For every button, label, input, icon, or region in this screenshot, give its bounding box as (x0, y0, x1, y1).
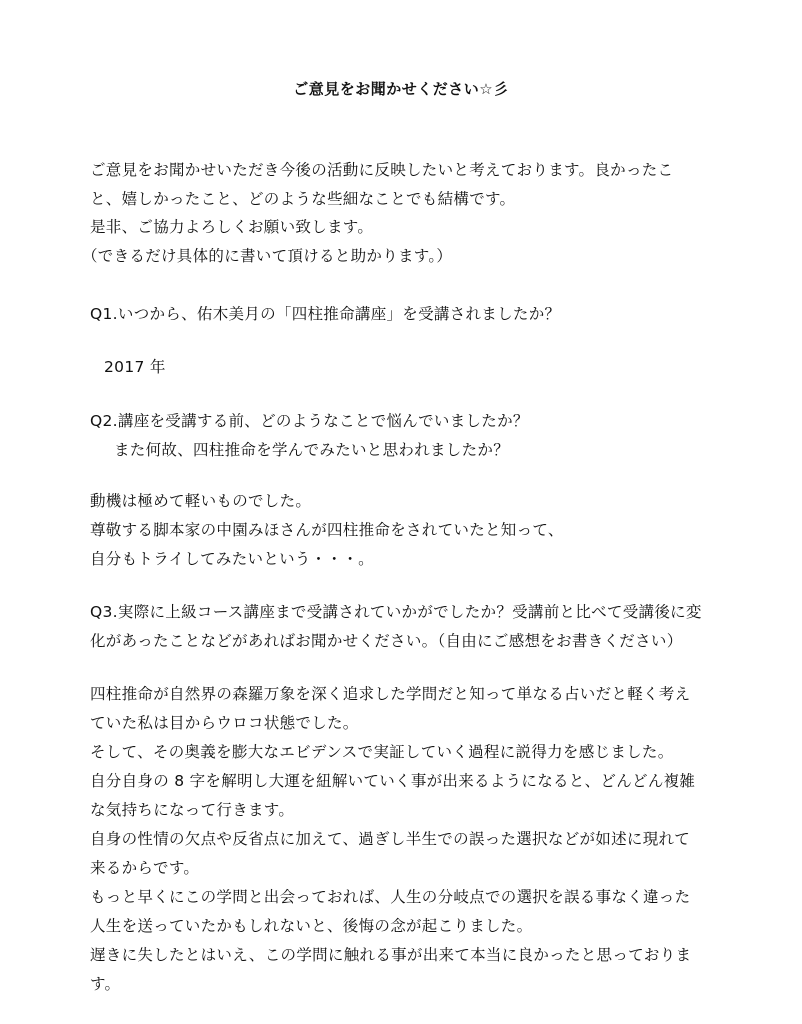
q2-question-line-2: また何故、四柱推命を学んでみたいと思われましたか？ (114, 441, 510, 459)
page-title: ご意見をお聞かせください☆彡 (293, 80, 509, 98)
q3-answer-line-5: な気持ちになって行きます。 (90, 801, 295, 819)
q3-answer-line-6: 自身の性情の欠点や反省点に加えて、過ぎし半生での誤った選択などが如述に現れて (90, 830, 691, 848)
q2-answer-line-3: 自分もトライしてみたいという・・・。 (90, 550, 374, 568)
q3-question-line-1: Q3.実際に上級コース講座まで受講されていかがでしたか？受講前と比べて受講後に変 (90, 603, 702, 621)
q3-answer-line-3: そして、その奥義を膨大なエビデンスで実証していく過程に説得力を感じました。 (90, 743, 674, 761)
q3-answer-line-7: 来るからです。 (90, 859, 200, 877)
intro-line-4: （できるだけ具体的に書いて頂けると助かります。） (82, 247, 453, 265)
q3-answer-line-4: 自分自身の 8 字を解明し大運を紐解いていく事が出来るようになると、どんどん複雑 (90, 772, 696, 790)
q3-answer-line-9: 人生を送っていたかもしれないと、後悔の念が起こりました。 (90, 917, 533, 935)
intro-line-1: ご意見をお聞かせいただき今後の活動に反映したいと考えております。良かったこ (90, 161, 674, 179)
q3-answer-line-8: もっと早くにこの学問と出会っておれば、人生の分岐点での選択を誤る事なく違った (90, 888, 691, 906)
q3-question-line-2: 化があったことなどがあればお聞かせください。（自由にご感想をお書きください） (90, 632, 683, 650)
q2-answer-line-1: 動機は極めて軽いものでした。 (90, 492, 312, 510)
q3-answer-line-2: ていた私は目からウロコ状態でした。 (90, 714, 359, 732)
q2-answer-line-2: 尊敬する脚本家の中園みほさんが四柱推命をされていたと知って、 (90, 521, 564, 539)
q2-question-line-1: Q2.講座を受講する前、どのようなことで悩んでいましたか？ (90, 412, 529, 430)
q1-answer: 2017 年 (104, 358, 166, 376)
q3-answer-line-11: す。 (90, 975, 121, 993)
intro-line-3: 是非、ご協力よろしくお願い致します。 (90, 218, 374, 236)
q3-answer-line-1: 四柱推命が自然界の森羅万象を深く追求した学問だと知って単なる占いだと軽く考え (90, 685, 691, 703)
intro-line-2: と、嬉しかったこと、どのような些細なことでも結構です。 (90, 190, 516, 208)
q1-question: Q1.いつから、佑木美月の「四柱推命講座」を受講されましたか？ (90, 305, 561, 323)
q3-answer-line-10: 遅きに失したとはいえ、この学問に触れる事が出来て本当に良かったと思っておりま (90, 946, 692, 964)
